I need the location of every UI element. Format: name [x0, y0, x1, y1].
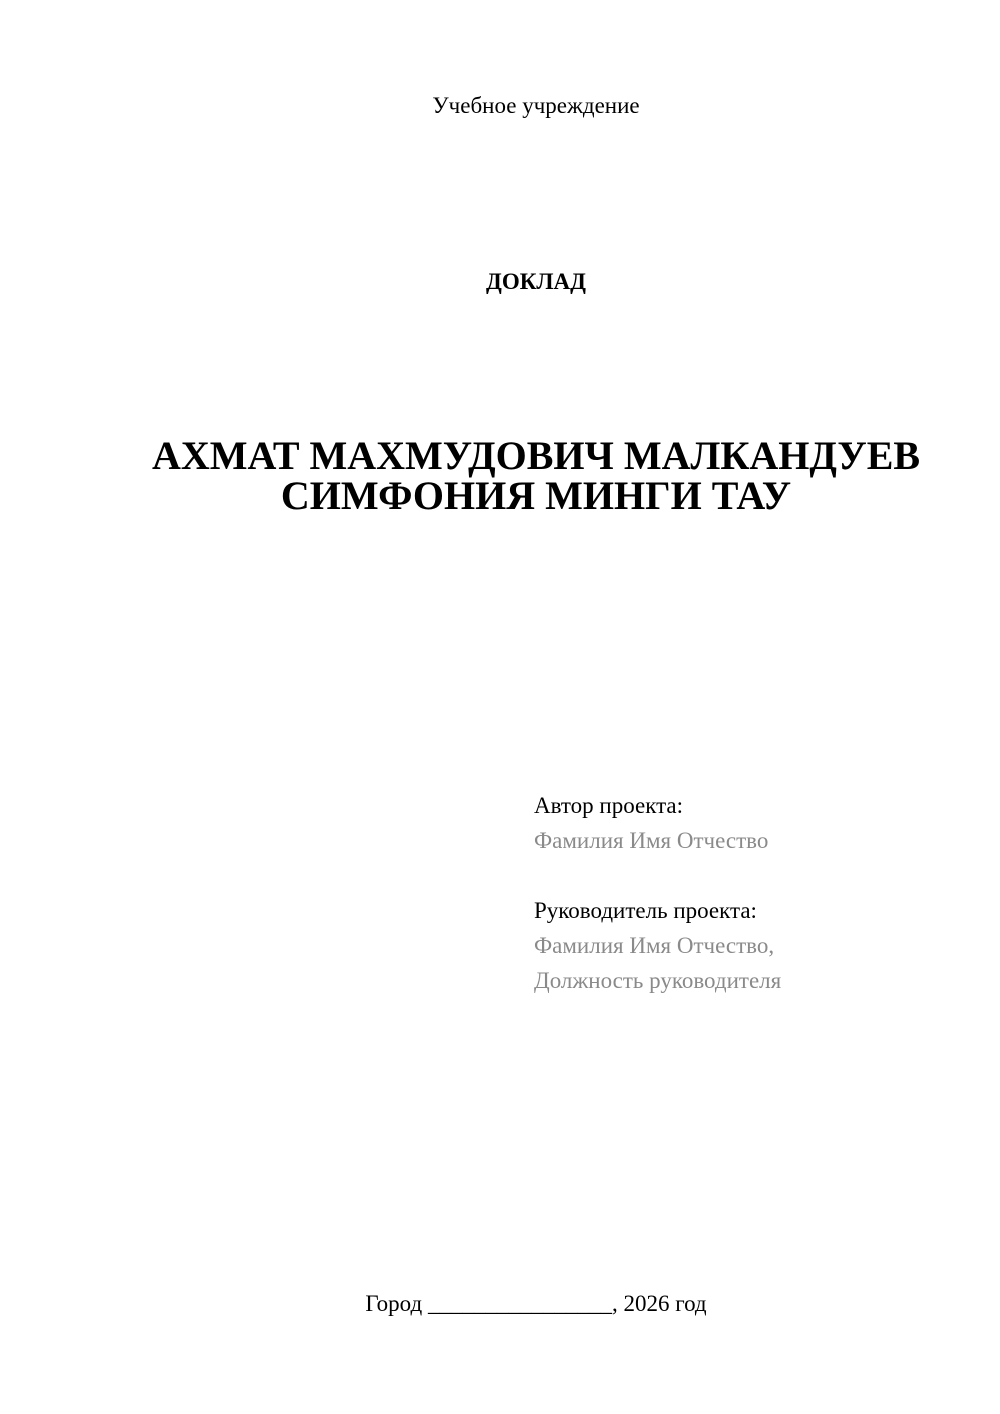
author-name-placeholder: Фамилия Имя Отчество [534, 828, 769, 853]
report-title-line-1: АХМАТ МАХМУДОВИЧ МАЛКАНДУЕВ [151, 433, 921, 478]
report-title-line-2: СИМФОНИЯ МИНГИ ТАУ [280, 473, 792, 518]
city-blank: ________________ [427, 1291, 612, 1316]
credits-block [534, 788, 974, 998]
supervisor-position-placeholder: Должность руководителя [534, 968, 782, 993]
report-title [0, 433, 1000, 518]
year-text: , 2026 год [611, 1291, 707, 1316]
credits-spacer [534, 858, 974, 893]
author-label: Автор проекта: [534, 793, 683, 818]
institution-name: Учебное учреждение [432, 93, 640, 118]
footer-city-year [0, 1290, 1000, 1318]
document-type: ДОКЛАД [486, 269, 586, 294]
supervisor-label: Руководитель проекта: [534, 898, 757, 923]
city-label: Город [365, 1291, 423, 1316]
supervisor-name-placeholder: Фамилия Имя Отчество, [534, 933, 775, 958]
